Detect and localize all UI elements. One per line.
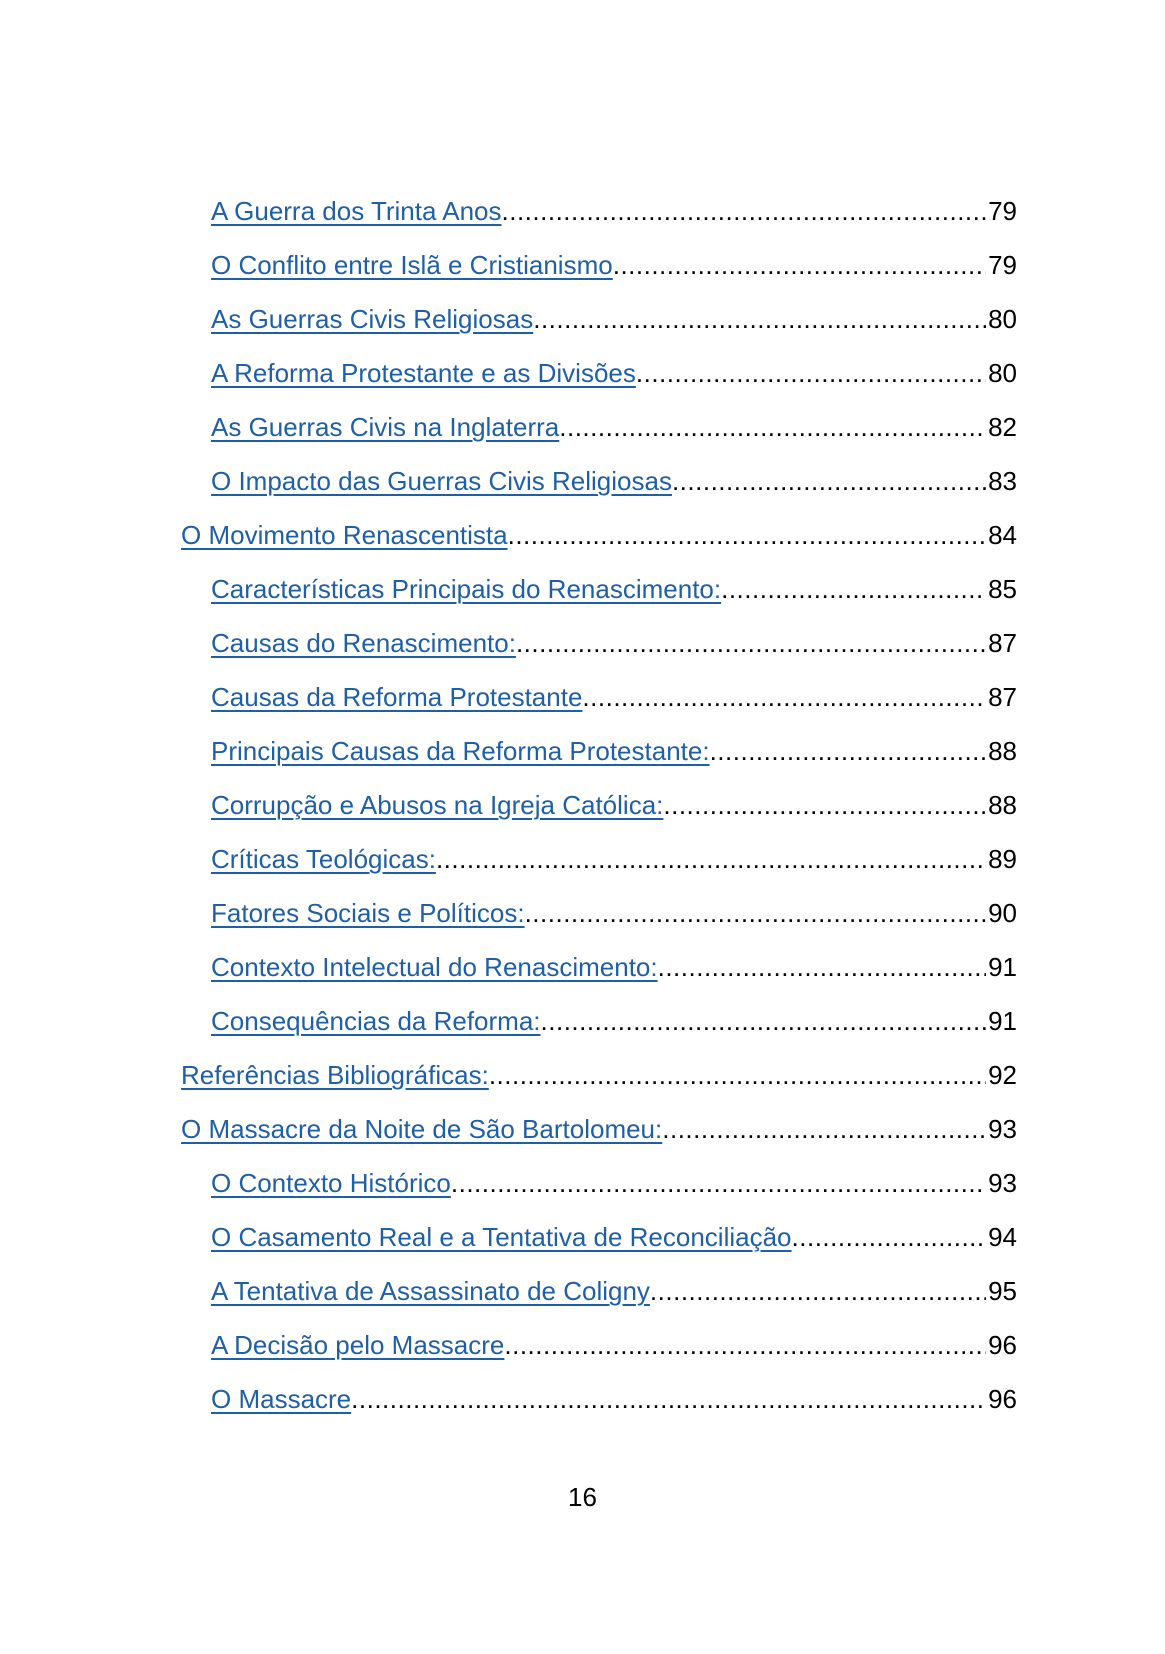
toc-link[interactable]: As Guerras Civis na Inglaterra	[211, 412, 560, 442]
toc-page-number: 93	[988, 1168, 1017, 1198]
toc-page-number: 87	[988, 628, 1017, 658]
toc-dot-leader	[508, 518, 986, 552]
toc-dot-leader	[502, 194, 987, 228]
toc-link[interactable]: A Reforma Protestante e as Divisões	[211, 358, 636, 388]
toc-entry	[0, 896, 1165, 950]
toc-dot-leader	[541, 1004, 987, 1038]
table-of-contents	[0, 194, 1165, 1436]
toc-page-number: 80	[988, 304, 1017, 334]
toc-page-number: 87	[988, 682, 1017, 712]
toc-page-number: 88	[988, 736, 1017, 766]
toc-dot-leader	[658, 950, 986, 984]
toc-page-number: 93	[988, 1114, 1017, 1144]
toc-entry	[0, 1058, 1165, 1112]
page-number: 16	[568, 1482, 597, 1512]
toc-page-number: 91	[988, 952, 1017, 982]
toc-entry	[0, 194, 1165, 248]
toc-link[interactable]: O Movimento Renascentista	[181, 520, 508, 550]
toc-page-number: 88	[988, 790, 1017, 820]
toc-link[interactable]: Corrupção e Abusos na Igreja Católica:	[211, 790, 664, 820]
toc-dot-leader	[582, 680, 986, 714]
toc-dot-leader	[613, 248, 986, 282]
toc-entry	[0, 680, 1165, 734]
toc-link[interactable]: O Massacre da Noite de São Bartolomeu:	[181, 1114, 663, 1144]
toc-page-number: 89	[988, 844, 1017, 874]
toc-dot-leader	[721, 572, 986, 606]
toc-page-number: 92	[988, 1060, 1017, 1090]
toc-entry	[0, 518, 1165, 572]
toc-link[interactable]: O Casamento Real e a Tentativa de Reconciliação	[211, 1222, 792, 1252]
toc-entry	[0, 302, 1165, 356]
toc-dot-leader	[663, 788, 986, 822]
toc-link[interactable]: Críticas Teológicas:	[211, 844, 436, 874]
toc-link[interactable]: Consequências da Reforma:	[211, 1006, 541, 1036]
toc-dot-leader	[672, 464, 986, 498]
toc-page-number: 79	[988, 196, 1017, 226]
toc-entry	[0, 842, 1165, 896]
toc-entry	[0, 356, 1165, 410]
toc-page-number: 80	[988, 358, 1017, 388]
toc-link[interactable]: As Guerras Civis Religiosas	[211, 304, 534, 334]
toc-page-number: 90	[988, 898, 1017, 928]
toc-dot-leader	[451, 1166, 986, 1200]
toc-entry	[0, 1112, 1165, 1166]
toc-link[interactable]: Causas do Renascimento:	[211, 628, 516, 658]
toc-entry	[0, 734, 1165, 788]
toc-page-number: 82	[988, 412, 1017, 442]
toc-dot-leader	[650, 1274, 986, 1308]
toc-entry	[0, 1274, 1165, 1328]
toc-page-number: 84	[988, 520, 1017, 550]
toc-link[interactable]: A Tentativa de Assassinato de Coligny	[211, 1276, 650, 1306]
toc-link[interactable]: O Conflito entre Islã e Cristianismo	[211, 250, 613, 280]
toc-link[interactable]: Causas da Reforma Protestante	[211, 682, 583, 712]
toc-entry	[0, 1328, 1165, 1382]
toc-page-number: 79	[988, 250, 1017, 280]
toc-entry	[0, 410, 1165, 464]
toc-dot-leader	[516, 626, 986, 660]
toc-link[interactable]: O Massacre	[211, 1384, 352, 1414]
toc-link[interactable]: Características Principais do Renascimento:	[211, 574, 722, 604]
toc-link[interactable]: A Guerra dos Trinta Anos	[211, 196, 502, 226]
toc-page-number: 91	[988, 1006, 1017, 1036]
toc-link[interactable]: O Contexto Histórico	[211, 1168, 451, 1198]
toc-dot-leader	[559, 410, 986, 444]
toc-dot-leader	[636, 356, 986, 390]
toc-page-number: 83	[988, 466, 1017, 496]
toc-entry	[0, 1004, 1165, 1058]
toc-link[interactable]: A Decisão pelo Massacre	[211, 1330, 505, 1360]
toc-dot-leader	[662, 1112, 986, 1146]
toc-entry	[0, 788, 1165, 842]
toc-dot-leader	[533, 302, 986, 336]
toc-entry	[0, 1382, 1165, 1436]
toc-link[interactable]: Principais Causas da Reforma Protestante:	[211, 736, 710, 766]
toc-entry	[0, 248, 1165, 302]
toc-page-number: 95	[988, 1276, 1017, 1306]
toc-dot-leader	[792, 1220, 987, 1254]
toc-dot-leader	[351, 1382, 986, 1416]
toc-link[interactable]: Referências Bibliográficas:	[181, 1060, 489, 1090]
toc-dot-leader	[489, 1058, 986, 1092]
toc-link[interactable]: O Impacto das Guerras Civis Religiosas	[211, 466, 672, 496]
toc-link[interactable]: Contexto Intelectual do Renascimento:	[211, 952, 658, 982]
toc-page-number: 96	[988, 1384, 1017, 1414]
toc-entry	[0, 464, 1165, 518]
toc-dot-leader	[525, 896, 987, 930]
toc-page-number: 85	[988, 574, 1017, 604]
toc-entry	[0, 1166, 1165, 1220]
toc-dot-leader	[710, 734, 987, 768]
toc-dot-leader	[504, 1328, 986, 1362]
toc-page-number: 96	[988, 1330, 1017, 1360]
toc-entry	[0, 572, 1165, 626]
toc-entry	[0, 950, 1165, 1004]
toc-entry	[0, 626, 1165, 680]
toc-link[interactable]: Fatores Sociais e Políticos:	[211, 898, 525, 928]
toc-page-number: 94	[988, 1222, 1017, 1252]
toc-dot-leader	[436, 842, 986, 876]
toc-entry	[0, 1220, 1165, 1274]
